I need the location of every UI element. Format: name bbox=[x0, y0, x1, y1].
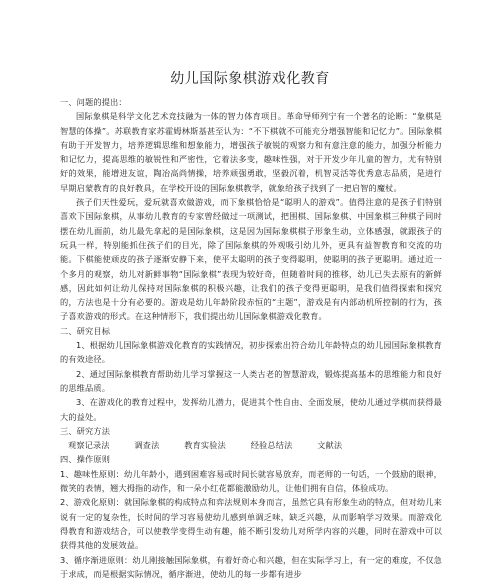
principle-item-3: 3、循序渐进原则：幼儿刚接触国际象棋，有着好奇心和兴趣，但在实际学习上，有一定的难度，不仅急于求成，而是根据实际情况，循序渐进，使幼儿的每一步都有进步 bbox=[60, 553, 442, 581]
goal-item-3: 3、在游戏化的教育过程中，发挥幼儿潜力，促进其个性自由、全面发展，使幼儿通过学棋而获得最大的益处。 bbox=[60, 395, 442, 424]
section-heading-2: 二、研究目标 bbox=[60, 324, 442, 338]
section-heading-4: 四、操作原则 bbox=[60, 452, 442, 466]
paragraph-2: 孩子们天性爱玩，爱玩就喜欢做游戏，而下象棋恰恰是“聪明人的游戏”。值得注意的是孩子们特别喜欢下国际象棋，从事幼儿教育的专家曾经做过一项测试，把围棋、国际象棋、中国象棋三种棋子同时摆在幼儿面前，幼儿最先拿起的是国际象棋，这是因为国际象棋棋子形象生动，立体感强，就跟孩子的玩具一样，特别能抓住孩子们的目光，除了国际象棋的外观吸引幼儿外，更具有益智教育和交流的功能。下棋能使顽皮的孩子逐渐安静下来，使平太聪明的孩子变得聪明，使聪明的孩子更聪明。通过近一个多月的观察，幼儿对新鲜事物“国际象棋”表现为较好奇，但随着时间的推移，幼儿已失去原有的新鲜感，因此如何让幼儿保持对国际象棋的积极兴趣，让我们的孩子变得更聪明，是我们值得探索和探究的，方法也是十分有必要的。游戏是幼儿年龄阶段赤恒的“主题”，游戏是有内部动机所控制的行为，孩子喜欢游戏的形式。在这种情形下，我们提出幼儿国际象棋游戏化教育。 bbox=[60, 195, 442, 324]
principle-item-1: 1、趣味性原则：幼儿年龄小，遇到困难容易或时间长就容易放弃，而老师的一句话，一个鼓励的眼神，微笑的表情，翘大拇指的动作，和一朵小红花都能激励幼儿，让他们拥有自信，体验成功。 bbox=[60, 467, 442, 496]
goal-item-1: 1、根据幼儿国际象棋游戏化教育的实践情况，初步探索出符合幼儿年龄特点的幼儿园国际象棋教育的有效途径。 bbox=[60, 338, 442, 367]
method-item: 教育实验法 bbox=[184, 440, 226, 450]
method-item: 调查法 bbox=[134, 440, 159, 450]
document-body bbox=[60, 95, 442, 581]
document-title: 幼儿国际象棋游戏化教育 bbox=[0, 68, 500, 88]
section-heading-3: 三、研究方法 bbox=[60, 424, 442, 438]
methods-list bbox=[60, 438, 442, 452]
method-item: 文献法 bbox=[317, 440, 342, 450]
principle-item-2: 2、游戏化原则：就国际象棋的构成特点和弈法规则本身而言，虽然它具有形象生动的特点，但对幼儿来说有一定的复杂性，长时间的学习容易使幼儿感到单调乏味，缺乏兴趣，从而影响学习效果。而游戏化得教育和游戏结合，可以使教学变得生动有趣，能不断引发幼儿对所学内容的兴趣，同时在游戏中可以获得其他的发展效益。 bbox=[60, 495, 442, 552]
method-item: 经验总结法 bbox=[251, 440, 293, 450]
paragraph-1: 国际象棋是科学文化艺术竞技融为一体的智力体育项目。革命导师列宁有一个著名的论断：“象棋是智慧的体操”。苏联教育家苏霍姆林斯基甚至认为：“不下棋就不可能充分增强智能和记忆力”。国际象棋有助于开发智力，培养逻辑思维和想象能力，增强孩子敏锐的观察力和有意注意的能力，加强分析能力和记忆力，提高思维的敏锐性和严密性，它着法多变，趣味性强，对于开发少年儿童的智力，尤有特别好的效果，能增进友谊，陶冶高尚情操，培养顽强勇敢，坚毅沉着，机智灵活等优秀意志品质，是进行早期启蒙教育的良好教具，在学校开设的国际象棋教学，就象给孩子找到了一把启智的魔杖。 bbox=[60, 109, 442, 195]
section-heading-1: 一、问题的提出： bbox=[60, 95, 442, 109]
goal-item-2: 2、通过国际象棋教育帮助幼儿学习掌握这一人类古老的智慧游戏，锻炼提高基本的思维能力和良好的思维品质。 bbox=[60, 367, 442, 396]
method-item: 观察记录法 bbox=[68, 440, 110, 450]
